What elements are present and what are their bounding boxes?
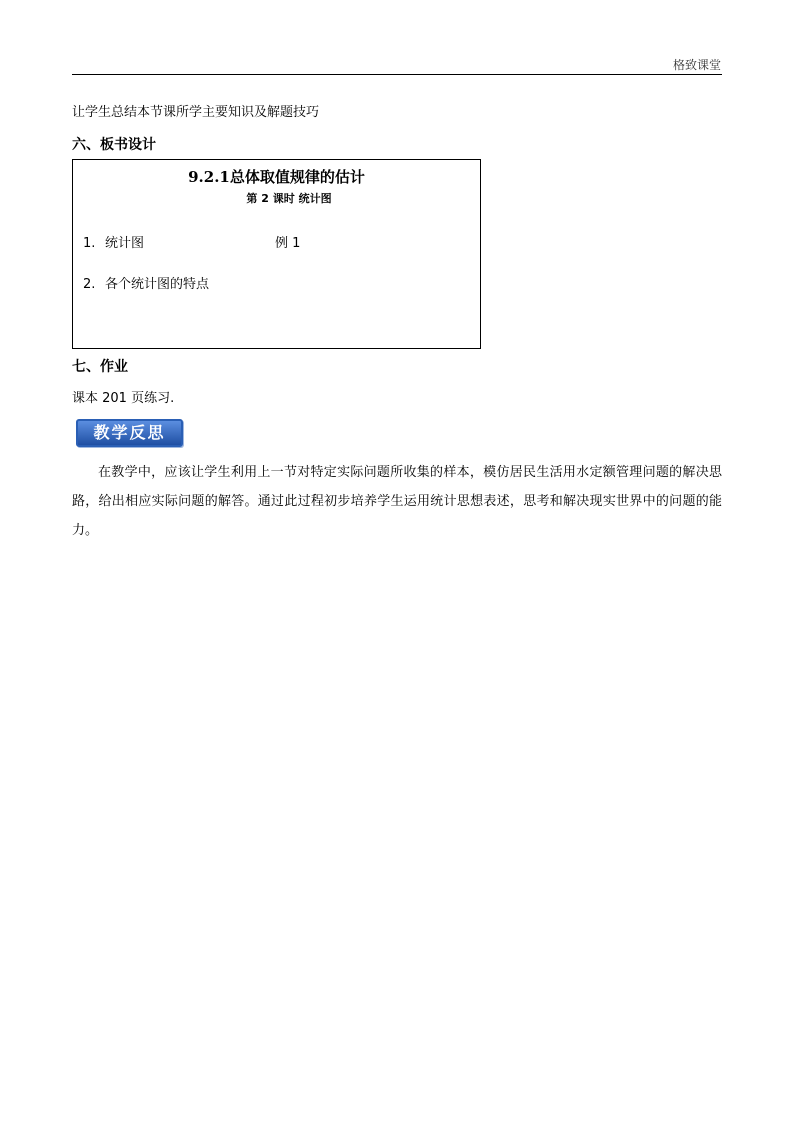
board-item-number: 1. (83, 236, 96, 251)
board-title: 9.2.1总体取值规律的估计 (188, 168, 365, 186)
summary-text: 让学生总结本节课所学主要知识及解题技巧 (72, 105, 320, 120)
board-design-box (72, 159, 481, 349)
board-item-text: 各个统计图的特点 (105, 277, 210, 292)
board-subtitle: 第 2 课时 统计图 (246, 192, 332, 205)
reflection-badge: 教学反思 (76, 419, 183, 447)
board-design-heading: 六、板书设计 (72, 137, 156, 153)
board-example: 例 1 (275, 236, 301, 251)
homework-text: 课本 201 页练习. (72, 391, 175, 406)
homework-heading: 七、作业 (72, 359, 128, 375)
reflection-paragraph: 在教学中，应该让学生利用上一节对特定实际问题所收集的样本，模仿居民生活用水定额管理问题的解决思路，给出相应实际问题的解答。通过此过程初步培养学生运用统计思想表述，思考和解决现实世界中的问题的能力。 (72, 465, 722, 538)
board-item (83, 232, 144, 251)
board-item-number: 2. (83, 277, 96, 292)
board-item (83, 273, 209, 292)
header-divider (72, 74, 722, 75)
board-item-text: 统计图 (105, 236, 145, 251)
header-brand: 格致课堂 (672, 58, 721, 72)
